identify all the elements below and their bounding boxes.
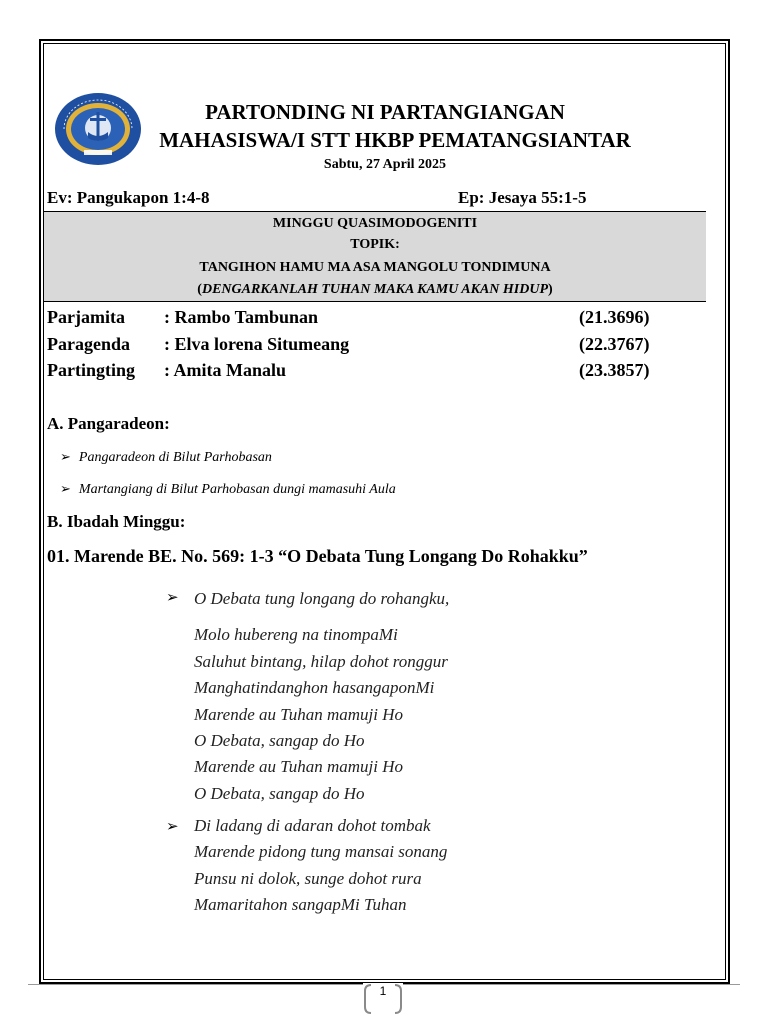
arrow-bullet-icon: ➢	[60, 449, 71, 464]
section-b-heading: B. Ibadah Minggu:	[47, 512, 186, 531]
topic-subtitle: (DENGARKANLAH TUHAN MAKA KAMU AKAN HIDUP)	[197, 282, 553, 297]
officer-id-announcer: (23.3857)	[579, 360, 650, 380]
verse-line: O Debata, sangap do Ho	[194, 783, 365, 803]
officer-role-announcer: Partingting	[47, 360, 135, 380]
officer-name-liturgist: : Elva lorena Situmeang	[164, 334, 350, 354]
list-item: ➢ Pangaradeon di Bilut Parhobasan	[60, 449, 272, 465]
verse-line: Manghatindanghon hasangaponMi	[194, 678, 435, 698]
verse-line: Marende pidong tung mansai sonang	[194, 842, 448, 862]
header-title-line1: PARTONDING NI PARTANGIANGAN	[205, 100, 565, 124]
officer-id-preacher: (21.3696)	[579, 307, 650, 327]
arrow-bullet-icon: ➢	[166, 590, 179, 606]
topic-label: TOPIK:	[350, 237, 400, 252]
officer-id-liturgist: (22.3767)	[579, 334, 650, 354]
officer-role-preacher: Parjamita	[47, 307, 125, 327]
page-number: 1	[379, 984, 387, 998]
verse-line: Saluhut bintang, hilap dohot ronggur	[194, 651, 448, 671]
verse-line: Punsu ni dolok, sunge dohot rura	[194, 868, 422, 888]
verse-line: Marende au Tuhan mamuji Ho	[194, 704, 404, 724]
hymn-verse-1	[194, 586, 449, 807]
officer-role-liturgist: Paragenda	[47, 334, 130, 354]
hymn-verse-2	[194, 813, 447, 919]
verse-line: Di ladang di adaran dohot tombak	[194, 816, 431, 835]
sunday-name: MINGGU QUASIMODOGENITI	[272, 216, 478, 231]
section-a-heading: A. Pangaradeon:	[47, 414, 170, 433]
hymn-heading: 01. Marende BE. No. 569: 1-3 “O Debata Tung Longang Do Rohakku”	[47, 546, 588, 566]
verse-line: O Debata tung longang do rohangku,	[194, 589, 450, 608]
officer-name-announcer: : Amita Manalu	[164, 360, 287, 380]
arrow-bullet-icon: ➢	[60, 481, 71, 496]
verse-line: Molo hubereng na tinompaMi	[194, 625, 398, 645]
verse-line: O Debata, sangap do Ho	[194, 731, 365, 751]
gospel-reading: Ev: Pangukapon 1:4-8	[47, 188, 210, 207]
topic-title: TANGIHON HAMU MA ASA MANGOLU TONDIMUNA	[199, 260, 551, 275]
arrow-bullet-icon: ➢	[166, 819, 179, 835]
epistle-reading: Ep: Jesaya 55:1-5	[458, 188, 587, 207]
officer-name-preacher: : Rambo Tambunan	[164, 307, 319, 327]
stt-hkbp-logo	[54, 92, 142, 166]
verse-line: Mamaritahon sangapMi Tuhan	[194, 895, 407, 915]
header-title-line2: MAHASISWA/I STT HKBP PEMATANGSIANTAR	[159, 128, 631, 152]
service-date: Sabtu, 27 April 2025	[323, 157, 447, 172]
topic-box	[44, 211, 706, 302]
list-item: ➢ Martangiang di Bilut Parhobasan dungi mamasuhi Aula	[60, 481, 396, 497]
verse-line: Marende au Tuhan mamuji Ho	[194, 757, 404, 777]
